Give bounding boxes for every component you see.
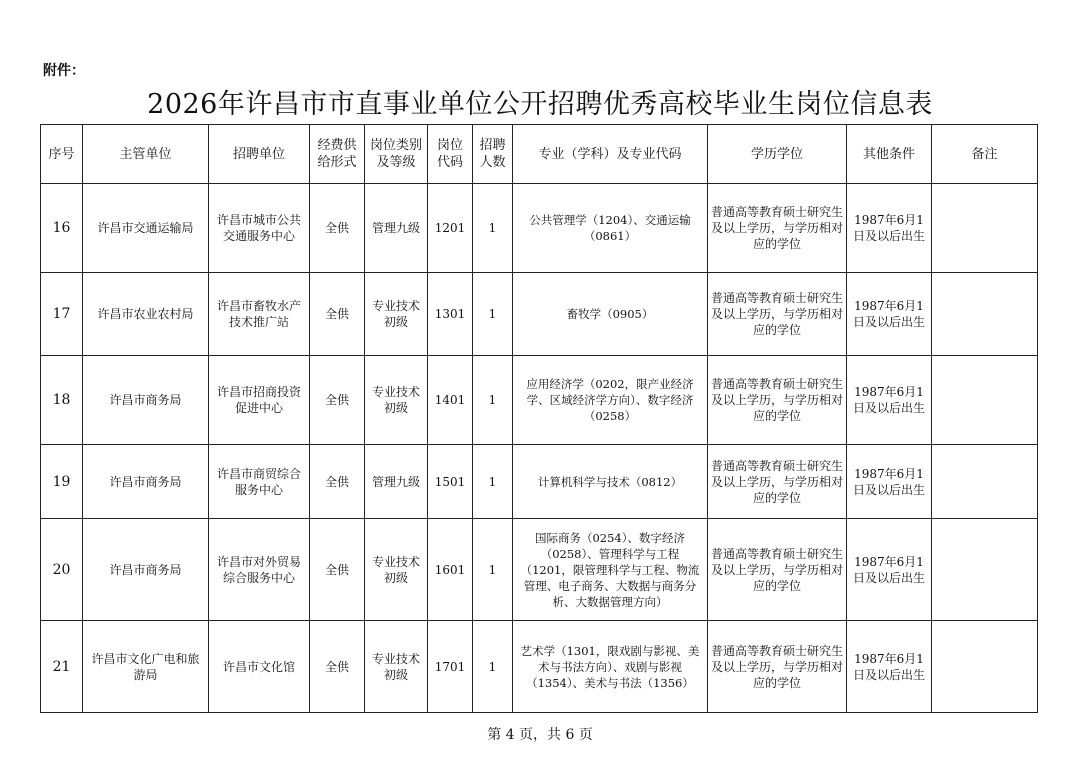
cell-count: 1	[473, 184, 513, 273]
cell-major: 计算机科学与技术（0812）	[513, 445, 708, 519]
cell-category: 管理九级	[365, 445, 428, 519]
header-major: 专业（学科）及专业代码	[513, 125, 708, 184]
cell-other: 1987年6月1日及以后出生	[847, 356, 932, 445]
positions-table	[40, 124, 1038, 713]
cell-code: 1201	[428, 184, 473, 273]
cell-category: 专业技术初级	[365, 356, 428, 445]
page-title: 2026年许昌市市直事业单位公开招聘优秀高校毕业生岗位信息表	[147, 89, 933, 120]
cell-remark	[932, 184, 1038, 273]
cell-degree: 普通高等教育硕士研究生及以上学历，与学历相对应的学位	[708, 356, 847, 445]
cell-count: 1	[473, 273, 513, 356]
cell-dept: 许昌市商务局	[83, 445, 209, 519]
cell-count: 1	[473, 445, 513, 519]
table-header-row	[41, 125, 1038, 184]
header-remark: 备注	[932, 125, 1038, 184]
cell-major: 畜牧学（0905）	[513, 273, 708, 356]
cell-seq: 18	[41, 356, 83, 445]
cell-degree: 普通高等教育硕士研究生及以上学历，与学历相对应的学位	[708, 621, 847, 713]
cell-category: 专业技术初级	[365, 519, 428, 621]
cell-code: 1401	[428, 356, 473, 445]
attachment-label: 附件：	[43, 63, 85, 79]
cell-dept: 许昌市商务局	[83, 519, 209, 621]
cell-count: 1	[473, 356, 513, 445]
cell-degree: 普通高等教育硕士研究生及以上学历，与学历相对应的学位	[708, 184, 847, 273]
cell-other: 1987年6月1日及以后出生	[847, 273, 932, 356]
cell-remark	[932, 273, 1038, 356]
cell-dept: 许昌市农业农村局	[83, 273, 209, 356]
cell-degree: 普通高等教育硕士研究生及以上学历，与学历相对应的学位	[708, 519, 847, 621]
page-footer: 第 4 页，共 6 页	[487, 727, 593, 743]
cell-seq: 21	[41, 621, 83, 713]
cell-funding: 全供	[310, 445, 365, 519]
header-category: 岗位类别及等级	[365, 125, 428, 184]
cell-count: 1	[473, 519, 513, 621]
table-row	[41, 445, 1038, 519]
cell-category: 专业技术初级	[365, 273, 428, 356]
cell-dept: 许昌市文化广电和旅游局	[83, 621, 209, 713]
cell-other: 1987年6月1日及以后出生	[847, 519, 932, 621]
cell-funding: 全供	[310, 184, 365, 273]
cell-seq: 16	[41, 184, 83, 273]
header-unit: 招聘单位	[209, 125, 310, 184]
cell-code: 1701	[428, 621, 473, 713]
header-dept: 主管单位	[83, 125, 209, 184]
cell-remark	[932, 445, 1038, 519]
cell-count: 1	[473, 621, 513, 713]
cell-unit: 许昌市对外贸易综合服务中心	[209, 519, 310, 621]
cell-seq: 20	[41, 519, 83, 621]
cell-other: 1987年6月1日及以后出生	[847, 621, 932, 713]
cell-major: 国际商务（0254）、数字经济（0258）、管理科学与工程（1201，限管理科学与工程、物流管理、电子商务、大数据与商务分析、大数据管理方向）	[513, 519, 708, 621]
cell-seq: 17	[41, 273, 83, 356]
cell-unit: 许昌市文化馆	[209, 621, 310, 713]
cell-remark	[932, 356, 1038, 445]
cell-major: 应用经济学（0202，限产业经济学、区域经济学方向）、数字经济（0258）	[513, 356, 708, 445]
cell-code: 1501	[428, 445, 473, 519]
cell-code: 1601	[428, 519, 473, 621]
cell-major: 公共管理学（1204）、交通运输（0861）	[513, 184, 708, 273]
cell-unit: 许昌市商贸综合服务中心	[209, 445, 310, 519]
cell-remark	[932, 519, 1038, 621]
cell-other: 1987年6月1日及以后出生	[847, 184, 932, 273]
table-row	[41, 519, 1038, 621]
header-seq: 序号	[41, 125, 83, 184]
cell-remark	[932, 621, 1038, 713]
cell-funding: 全供	[310, 273, 365, 356]
header-degree: 学历学位	[708, 125, 847, 184]
cell-category: 专业技术初级	[365, 621, 428, 713]
cell-seq: 19	[41, 445, 83, 519]
cell-unit: 许昌市招商投资促进中心	[209, 356, 310, 445]
header-count: 招聘人数	[473, 125, 513, 184]
cell-funding: 全供	[310, 356, 365, 445]
cell-unit: 许昌市城市公共交通服务中心	[209, 184, 310, 273]
cell-dept: 许昌市交通运输局	[83, 184, 209, 273]
header-code: 岗位代码	[428, 125, 473, 184]
table-row	[41, 621, 1038, 713]
cell-degree: 普通高等教育硕士研究生及以上学历，与学历相对应的学位	[708, 445, 847, 519]
header-funding: 经费供给形式	[310, 125, 365, 184]
cell-other: 1987年6月1日及以后出生	[847, 445, 932, 519]
cell-unit: 许昌市畜牧水产技术推广站	[209, 273, 310, 356]
table-row	[41, 273, 1038, 356]
table-row	[41, 184, 1038, 273]
cell-category: 管理九级	[365, 184, 428, 273]
cell-code: 1301	[428, 273, 473, 356]
header-other: 其他条件	[847, 125, 932, 184]
cell-funding: 全供	[310, 519, 365, 621]
cell-funding: 全供	[310, 621, 365, 713]
cell-degree: 普通高等教育硕士研究生及以上学历，与学历相对应的学位	[708, 273, 847, 356]
cell-dept: 许昌市商务局	[83, 356, 209, 445]
cell-major: 艺术学（1301，限戏剧与影视、美术与书法方向）、戏剧与影视（1354）、美术与书法（1356）	[513, 621, 708, 713]
table-row	[41, 356, 1038, 445]
